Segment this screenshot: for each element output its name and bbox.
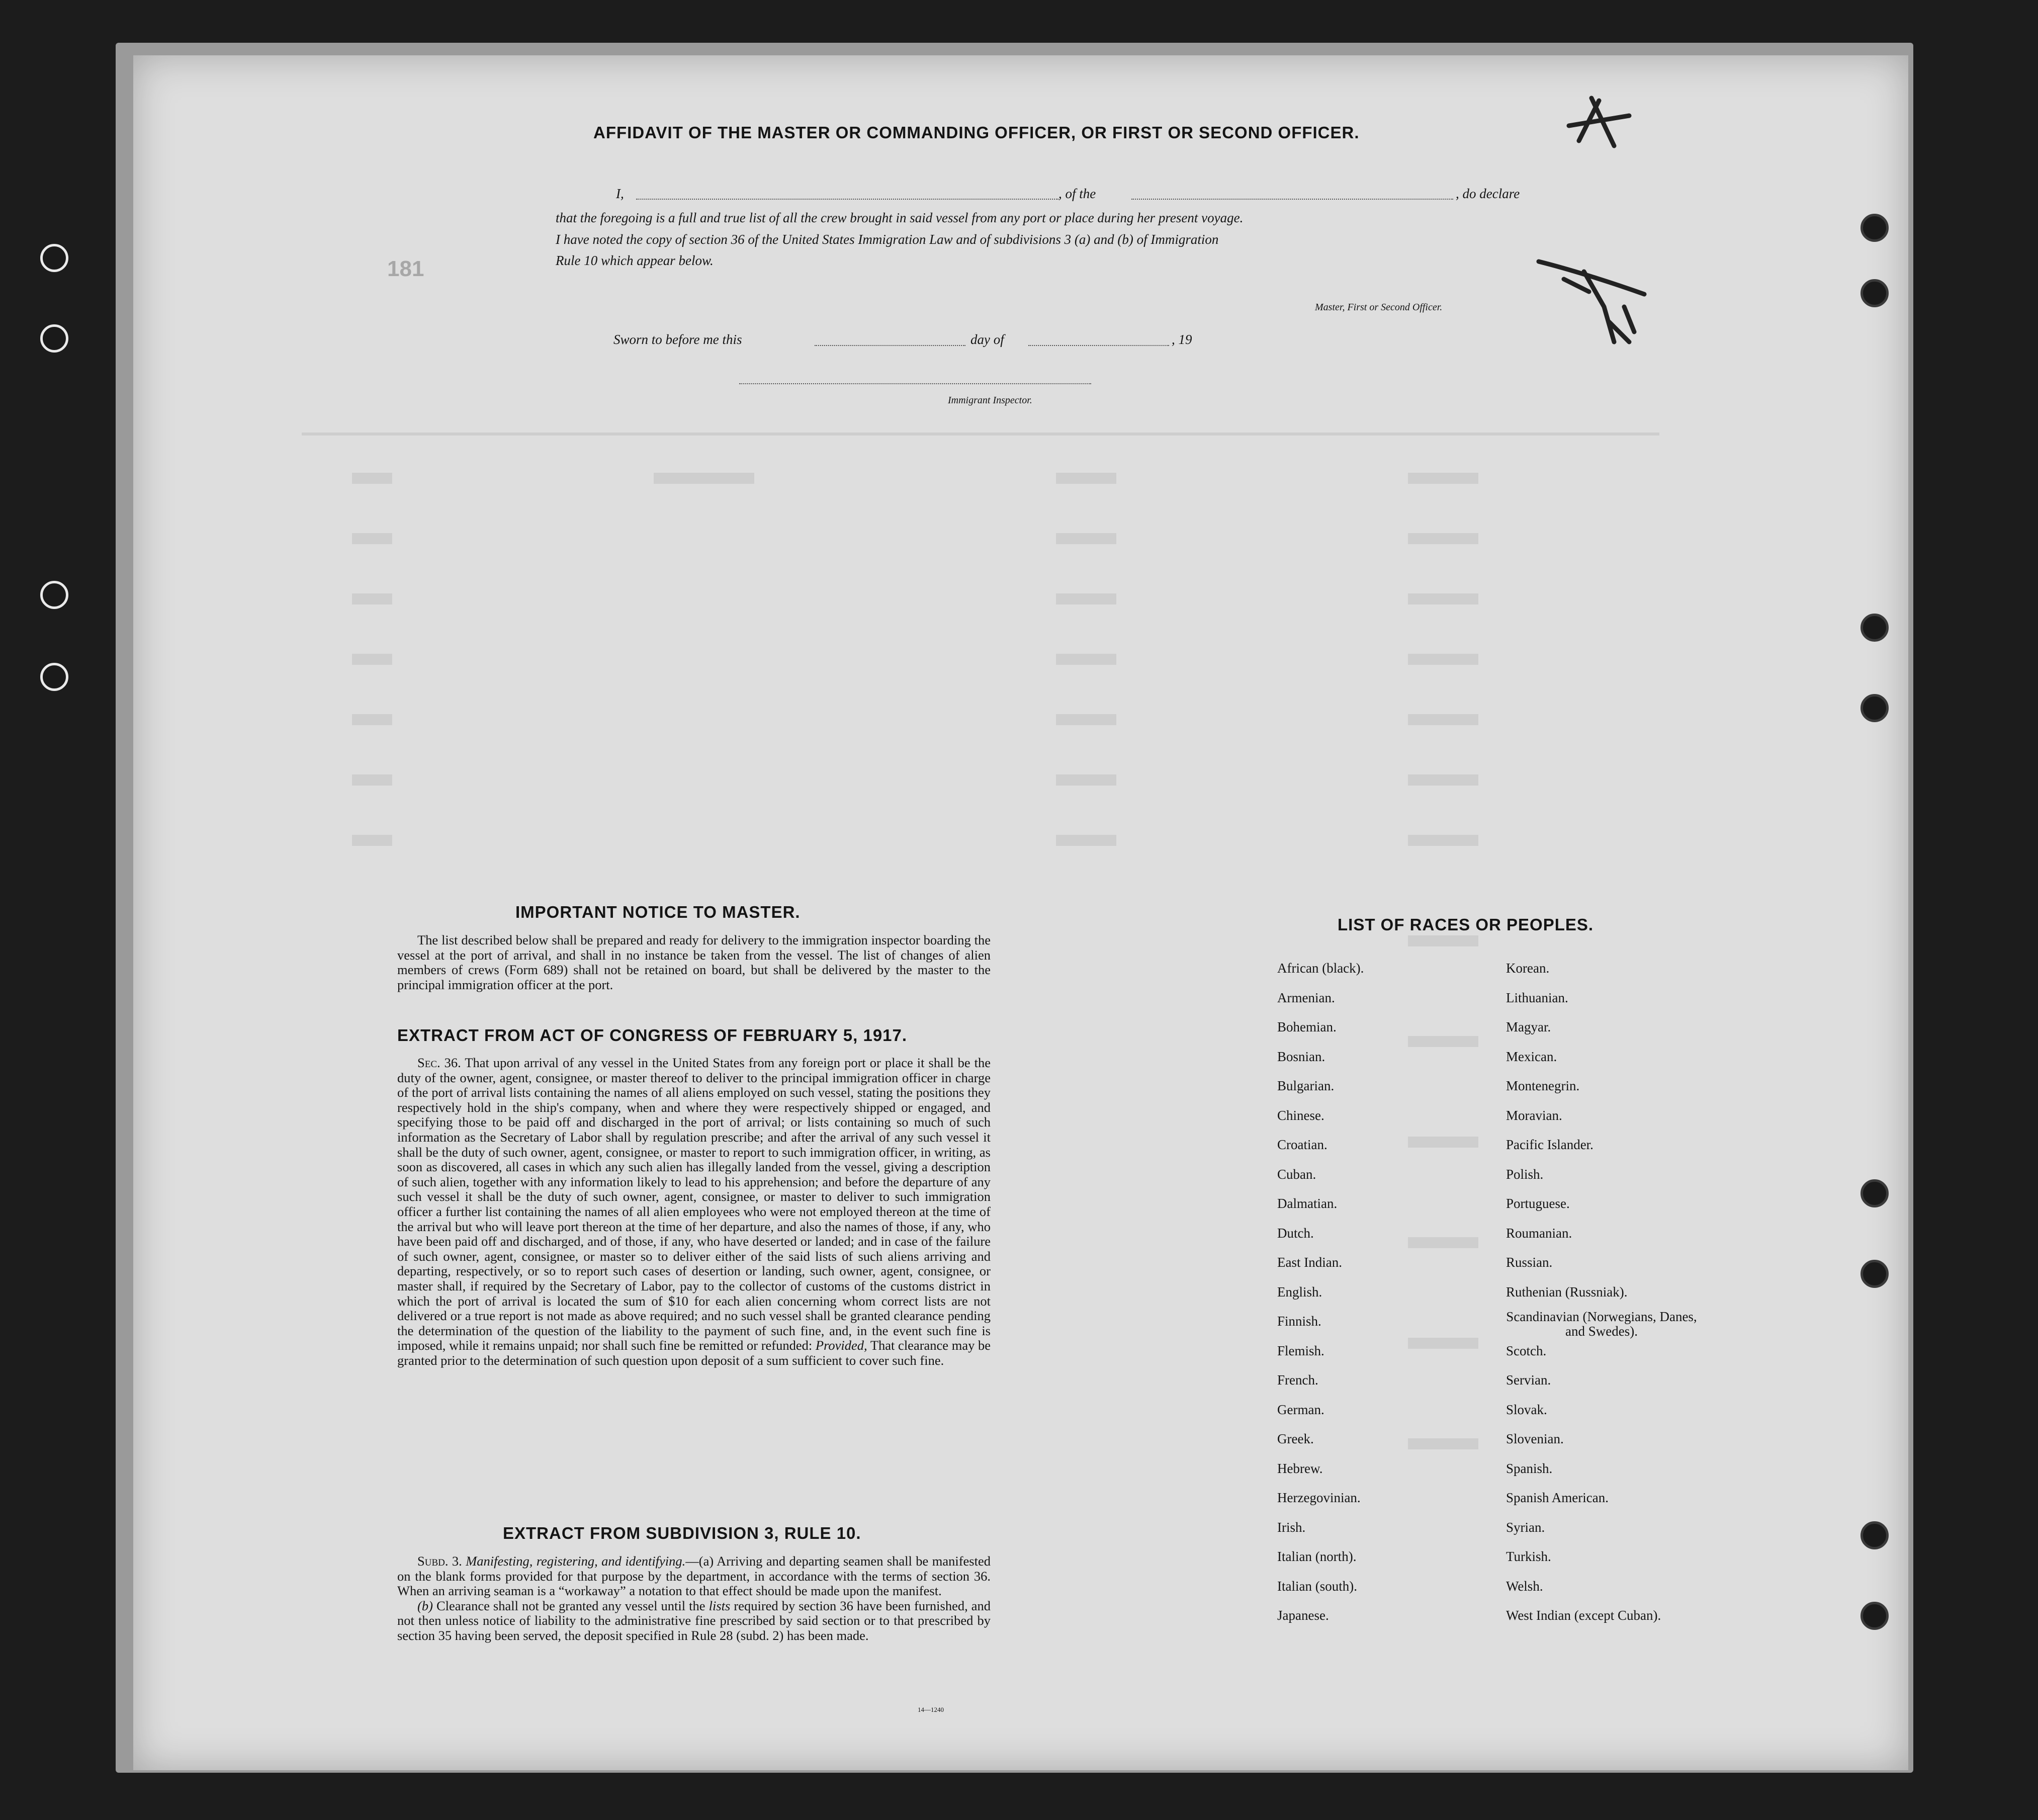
race-item: Spanish. <box>1506 1460 1553 1476</box>
inspector-caption: Immigrant Inspector. <box>948 395 1032 406</box>
race-item: Servian. <box>1506 1372 1551 1388</box>
race-item: Turkish. <box>1506 1549 1551 1564</box>
affidavit-declare: , do declare <box>1456 186 1520 201</box>
binder-hole <box>40 324 68 353</box>
race-item: Dutch. <box>1277 1225 1314 1241</box>
year-prefix: , 19 <box>1172 332 1192 347</box>
race-item: West Indian (except Cuban). <box>1506 1608 1661 1623</box>
section-body-end: That clearance may be granted prior to the determination of such question upon deposit of a sum sufficient to cover such fine. <box>397 1338 991 1368</box>
race-item: Lithuanian. <box>1506 990 1568 1005</box>
race-item: Welsh. <box>1506 1578 1543 1594</box>
affidavit-line4: Rule 10 which appear below. <box>556 253 714 268</box>
race-item: Roumanian. <box>1506 1225 1572 1241</box>
race-item: Mexican. <box>1506 1049 1557 1064</box>
race-item: Bulgarian. <box>1277 1078 1335 1093</box>
sworn-text: Sworn to before me this <box>613 332 742 347</box>
month-blank <box>1028 345 1169 346</box>
subd-heading: Manifesting, registering, and identifying. <box>466 1553 686 1569</box>
affidavit-title: AFFIDAVIT OF THE MASTER OR COMMANDING OFFICER, OR FIRST OR SECOND OFFICER. <box>593 123 1360 142</box>
subd-para-b-2: required by section 36 have been furnished, and not then unless notice of liability to the administrative fine prescribed by said section or to that prescribed by section 35 having been served, the deposit specified in Rule 28 (subd. 2) has been made. <box>397 1598 991 1643</box>
subd-para-b-1: Clearance shall not be granted any vessel until the <box>436 1598 705 1613</box>
subd-para-b-label: (b) <box>417 1598 433 1613</box>
race-item: English. <box>1277 1284 1322 1299</box>
race-item: Bohemian. <box>1277 1019 1337 1034</box>
race-item: Polish. <box>1506 1166 1544 1182</box>
section-body: That upon arrival of any vessel in the United States from any foreign port or place it shall be the duty of the owner, agent, consignee, or master thereof to deliver to the principal immigration officer in charge of the port of arrival lists containing the names of all aliens employed on such vessel, stating the positions they respectively hold in the ship's company, when and where they were respectively shipped or engaged, and specifying those to be paid off and discharged in the port of arrival; or lists containing so much of such information as the Secretary of Labor shall by regulation prescribe; and after the arrival of any such vessel it shall be the duty of such owner, agent, consignee, or master to report to such immigration officer, in writing, as soon as discovered, all cases in which any such alien has illegally landed from the vessel, giving a description of such alien, together with any information likely to lead to his apprehension; and before the departure of any such vessel it shall be the duty of such owner, agent, consignee, or master to deliver to such immigration officer a further list containing the names of all alien employees who were not employed thereon at the time of the arrival but who will leave port thereon at the time of her departure, and also the names of those, if any, who have been paid off and discharged, and of those, if any, who have deserted or landed; and in case of the failure of such owner, agent, consignee, or master so to deliver either of the said lists of such aliens arriving and departing, respectively, or so to report such cases of desertion or landing, such owner, agent, consignee, or master shall, if required by the Secretary of Labor, pay to the collector of customs of the customs district in which the port of arrival is located the sum of $10 for each alien concerning whom correct lists are not delivered or a true report is not made as above required; and no such vessel shall be granted clearance pending the determination of the question of the liability to the payment of such fine, and, in the event such fine is imposed, while it remains unpaid; nor shall such fine be remitted or refunded: <box>397 1055 991 1353</box>
race-item: Syrian. <box>1506 1519 1545 1535</box>
extract-rule-title: EXTRACT FROM SUBDIVISION 3, RULE 10. <box>503 1524 861 1542</box>
form-number: 14—1240 <box>918 1706 944 1713</box>
extract-act-title: EXTRACT FROM ACT OF CONGRESS OF FEBRUARY 5, 1917. <box>397 1026 908 1045</box>
stamp-number: 181 <box>387 256 424 281</box>
race-item: Chinese. <box>1277 1107 1324 1123</box>
race-item: Scandinavian (Norwegians, Danes, and Swedes). <box>1506 1309 1697 1339</box>
inspector-signature-line <box>739 383 1091 384</box>
race-item: Magyar. <box>1506 1019 1551 1034</box>
race-item: East Indian. <box>1277 1255 1342 1270</box>
race-item: Flemish. <box>1277 1343 1324 1358</box>
vessel-blank <box>1131 199 1453 200</box>
binder-hole <box>1860 1260 1889 1288</box>
proviso-word: Provided, <box>815 1338 867 1353</box>
race-item: Greek. <box>1277 1431 1314 1446</box>
section-label: Sec. 36. <box>417 1055 461 1070</box>
officer-signature <box>1509 70 1674 352</box>
race-item: Armenian. <box>1277 990 1335 1005</box>
affidavit-line3: I have noted the copy of section 36 of the United States Immigration Law and of subdivisions 3 (a) and (b) of Immigration <box>556 232 1219 247</box>
race-item: Italian (south). <box>1277 1578 1357 1594</box>
notice-title: IMPORTANT NOTICE TO MASTER. <box>515 903 801 921</box>
race-item: German. <box>1277 1402 1324 1417</box>
binder-hole <box>1860 214 1889 242</box>
race-item: Scotch. <box>1506 1343 1547 1358</box>
races-title: LIST OF RACES OR PEOPLES. <box>1338 915 1594 934</box>
affidavit-line2: that the foregoing is a full and true list of all the crew brought in said vessel from any port or place during her present voyage. <box>556 210 1244 225</box>
race-item: Slovenian. <box>1506 1431 1564 1446</box>
race-item: Slovak. <box>1506 1402 1547 1417</box>
affidavit-i: I, <box>616 186 624 201</box>
subd-para-a: —(a) Arriving and departing seamen shall be manifested on the blank forms provided for that purpose by the department, in accordance with the terms of section 36. When an arriving seaman is a “workaway” a notation to that effect should be made upon the manifest. <box>397 1553 991 1599</box>
subd-label: Subd. 3. <box>417 1553 462 1569</box>
binder-hole <box>1860 1602 1889 1630</box>
race-item: Montenegrin. <box>1506 1078 1580 1093</box>
race-item: Herzegovinian. <box>1277 1490 1361 1505</box>
race-item: Japanese. <box>1277 1608 1329 1623</box>
subdivision-3-text <box>397 1554 991 1643</box>
race-item: Moravian. <box>1506 1107 1562 1123</box>
binder-hole <box>1860 1179 1889 1207</box>
race-item: Korean. <box>1506 961 1550 976</box>
race-item: Cuban. <box>1277 1166 1316 1182</box>
race-item: Ruthenian (Russniak). <box>1506 1284 1628 1299</box>
binder-hole <box>1860 1521 1889 1549</box>
subd-para-b-lists: lists <box>708 1598 731 1613</box>
binder-hole <box>40 244 68 272</box>
race-item: Russian. <box>1506 1255 1553 1270</box>
binder-hole <box>40 663 68 691</box>
race-item: Hebrew. <box>1277 1460 1323 1476</box>
day-blank <box>815 345 965 346</box>
signature-caption: Master, First or Second Officer. <box>1315 302 1443 313</box>
binder-hole <box>40 581 68 609</box>
race-item: Pacific Islander. <box>1506 1137 1593 1152</box>
race-item: Spanish American. <box>1506 1490 1609 1505</box>
race-item: Dalmatian. <box>1277 1196 1338 1211</box>
race-item: Irish. <box>1277 1519 1306 1535</box>
race-item: French. <box>1277 1372 1318 1388</box>
race-item: Finnish. <box>1277 1314 1321 1329</box>
binder-hole <box>1860 694 1889 722</box>
race-item: Croatian. <box>1277 1137 1327 1152</box>
binder-hole <box>1860 279 1889 307</box>
race-item: African (black). <box>1277 961 1364 976</box>
race-item: Portuguese. <box>1506 1196 1570 1211</box>
race-item: Bosnian. <box>1277 1049 1325 1064</box>
notice-text: The list described below shall be prepared and ready for delivery to the immigration inspector boarding the vessel at the port of arrival, and shall in no instance be taken from the vessel. The list of changes of alien members of crews (Form 689) shall not be retained on board, but shall be delivered by the master to the principal immigration officer at the port. <box>397 932 991 992</box>
section-36-text <box>397 1056 991 1368</box>
affidavit-of-the: , of the <box>1058 186 1096 201</box>
name-blank <box>636 199 1058 200</box>
race-item: Italian (north). <box>1277 1549 1357 1564</box>
day-of-text: day of <box>970 332 1004 347</box>
binder-hole <box>1860 614 1889 642</box>
